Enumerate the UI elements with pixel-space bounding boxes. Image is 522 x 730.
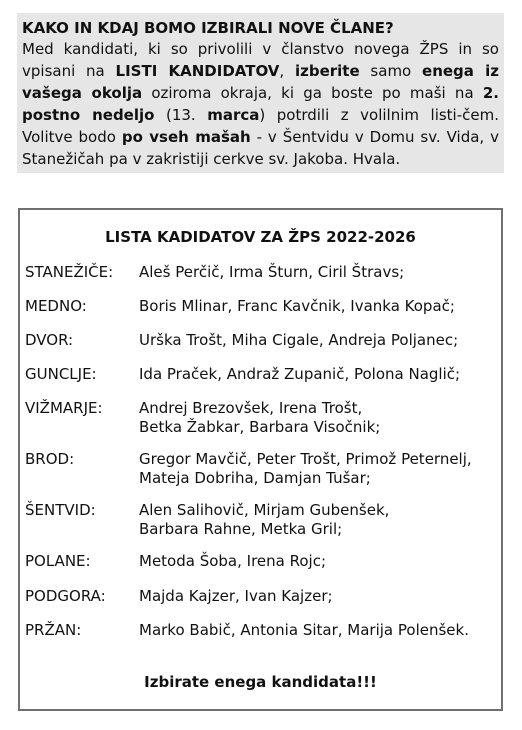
names-line: Andrej Brezovšek, Irena Trošt, <box>139 399 363 417</box>
names-line: Marko Babič, Antonia Sitar, Marija Polenšek. <box>139 621 469 639</box>
names-line: Boris Mlinar, Franc Kavčnik, Ivanka Kopač; <box>139 297 455 315</box>
intro-body <box>22 38 499 170</box>
intro-bold: enega iz vašega okolja <box>22 62 500 102</box>
names-line: Mateja Dobriha, Damjan Tušar; <box>139 469 371 487</box>
list-footer: Izbirate enega kandidata!!! <box>144 673 377 691</box>
candidate-names <box>139 587 499 606</box>
candidate-names <box>139 552 499 571</box>
intro-text: (13. <box>154 106 208 124</box>
names-line: Betka Žabkar, Barbara Visočnik; <box>139 418 381 436</box>
place-label: PODGORA: <box>25 587 106 605</box>
candidate-names <box>139 297 499 316</box>
place-label: DVOR: <box>25 331 74 349</box>
intro-bold: 2. postno nedeljo <box>22 84 499 124</box>
place-label: ŠENTVID: <box>25 501 96 519</box>
candidate-names <box>139 621 499 640</box>
names-line: Gregor Mavčič, Peter Trošt, Primož Peternelj, <box>139 450 472 468</box>
names-line: Ida Praček, Andraž Zupanič, Polona Naglič; <box>139 365 461 383</box>
intro-text: oziroma okraja, ki ga boste po maši na <box>142 84 483 102</box>
candidate-names <box>139 365 499 384</box>
names-line: Majda Kajzer, Ivan Kajzer; <box>139 587 333 605</box>
candidate-names <box>139 263 499 282</box>
names-line: Barbara Rahne, Metka Gril; <box>139 520 343 538</box>
place-label: PRŽAN: <box>25 621 82 639</box>
intro-bold: izberite <box>294 62 360 80</box>
place-label: POLANE: <box>25 552 91 570</box>
intro-text: - v Šentvidu v Domu sv. Vida, v Stanežičah pa v zakristiji cerkve sv. Jakoba. Hvala. <box>22 128 500 168</box>
intro-bold: po vseh mašah <box>121 128 251 146</box>
place-label: BROD: <box>25 450 75 468</box>
names-line: Metoda Šoba, Irena Rojc; <box>139 552 327 570</box>
list-title: LISTA KADIDATOV ZA ŽPS 2022-2026 <box>105 228 416 246</box>
candidate-list-box <box>18 208 503 711</box>
candidate-names <box>139 501 499 539</box>
intro-panel <box>17 13 504 173</box>
place-label: GUNCLJE: <box>25 365 97 383</box>
candidate-names <box>139 399 499 437</box>
intro-title: KAKO IN KDAJ BOMO IZBIRALI NOVE ČLANE? <box>22 19 394 37</box>
intro-text: ) potrdili z volilnim listi-čem. Volitve bodo <box>22 106 499 146</box>
candidate-names <box>139 450 499 488</box>
intro-bold: LISTI KANDIDATOV <box>115 62 280 80</box>
intro-text: , <box>279 62 295 80</box>
candidate-names <box>139 331 499 350</box>
intro-text: Med kandidati, ki so privolili v članstvo novega ŽPS in so vpisani na <box>22 40 499 80</box>
names-line: Alen Salihovič, Mirjam Gubenšek, <box>139 501 390 519</box>
place-label: STANEŽIČE: <box>25 263 114 281</box>
place-label: VIŽMARJE: <box>25 399 103 417</box>
names-line: Aleš Perčič, Irma Šturn, Ciril Štravs; <box>139 263 405 281</box>
intro-text: samo <box>359 62 423 80</box>
names-line: Urška Trošt, Miha Cigale, Andreja Poljanec; <box>139 331 459 349</box>
intro-bold: marca <box>207 106 260 124</box>
place-label: MEDNO: <box>25 297 87 315</box>
